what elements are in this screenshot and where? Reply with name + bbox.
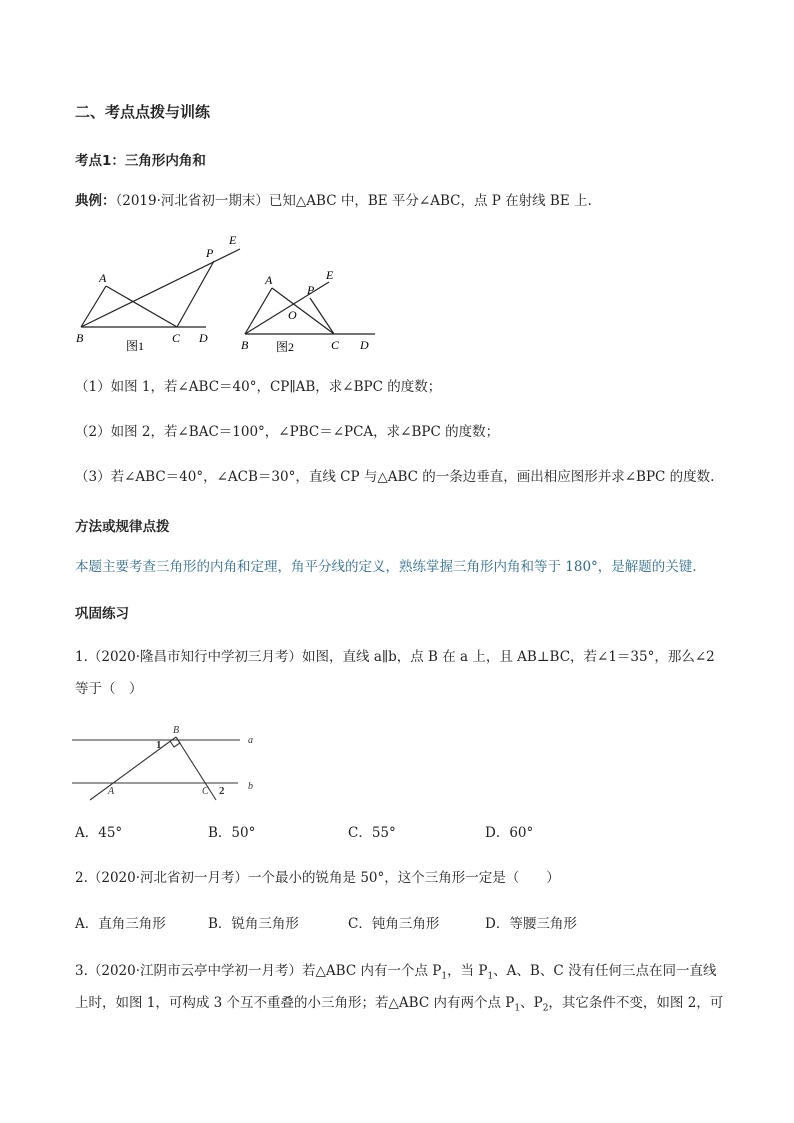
fig2-label-c: C <box>331 338 340 352</box>
fig1-label-c: C <box>172 331 181 345</box>
q3-text-1: 3.（2020·江阴市云亭中学初一月考）若△ABC 内有一个点 P <box>75 963 442 979</box>
figure-2 <box>238 262 383 354</box>
example-label: 典例： <box>75 193 116 209</box>
q1-figure <box>70 720 265 805</box>
fig2-label-a: A <box>265 273 273 287</box>
fig2-label-b: B <box>241 338 249 352</box>
q1-option-a: A．45° <box>75 825 123 841</box>
practice-q3-line2 <box>75 993 723 1019</box>
fig1-caption: 图1 <box>126 339 145 353</box>
q1-option-b: B．50° <box>208 825 256 841</box>
q2-option-a: A．直角三角形 <box>75 916 166 932</box>
q1-label-angle1: 1 <box>156 739 162 751</box>
example-text: （2019·河北省初一期末）已知△ABC 中，BE 平分∠ABC，点 P 在射线 BE 上. <box>115 193 592 209</box>
segment-bc <box>176 737 216 800</box>
segment-ab <box>90 737 176 800</box>
practice-title: 巩固练习 <box>75 606 129 622</box>
figure-1 <box>72 228 247 353</box>
fig1-label-a: A <box>99 271 107 285</box>
segment-ac <box>106 286 177 327</box>
q2-option-b: B．锐角三角形 <box>208 916 299 932</box>
q1-label-a-point: A <box>108 786 115 797</box>
q1-label-c-point: C <box>202 786 209 797</box>
segment-ab <box>245 288 272 334</box>
q3-line2-sub2: 2 <box>542 1003 549 1014</box>
q3-sub-2: 1 <box>487 971 494 982</box>
right-angle-mark <box>170 737 180 747</box>
q3-text-2: ，当 P <box>447 963 488 979</box>
section-title: 二、考点点拨与训练 <box>75 103 211 121</box>
q1-option-c: C．55° <box>348 825 396 841</box>
q1-label-b-point: B <box>173 725 180 736</box>
fig2-caption: 图2 <box>276 340 295 354</box>
q2-option-d: D．等腰三角形 <box>485 916 577 932</box>
question-3: （3）若∠ABC＝40°，∠ACB＝30°，直线 CP 与△ABC 的一条边垂直，画出相应图形并求∠BPC 的度数. <box>75 469 715 485</box>
segment-cp <box>310 298 334 334</box>
fig1-label-p: P <box>206 246 214 260</box>
q3-line2-sub1: 1 <box>514 1003 521 1014</box>
q1-label-line-b: b <box>248 781 253 792</box>
example-line <box>75 191 592 211</box>
q3-sub-1: 1 <box>441 971 448 982</box>
fig2-label-e: E <box>326 268 334 282</box>
fig2-label-d: D <box>360 338 369 352</box>
kaodian-title: 考点1：三角形内角和 <box>75 153 206 169</box>
q3-text-3: 、A、B、C 没有任何三点在同一直线 <box>493 963 717 979</box>
fig2-label-o: O <box>288 308 297 322</box>
fig2-label-p: P <box>307 283 315 297</box>
q2-option-c: C．钝角三角形 <box>348 916 440 932</box>
question-1: （1）如图 1，若∠ABC＝40°，CP∥AB，求∠BPC 的度数； <box>75 379 442 395</box>
practice-q2: 2.（2020·河北省初一月考）一个最小的锐角是 50°，这个三角形一定是（ ） <box>75 870 560 886</box>
method-title: 方法或规律点拨 <box>75 519 170 535</box>
q3-line2-c: ，其它条件不变，如图 2，可 <box>548 995 724 1011</box>
fig1-label-e: E <box>229 233 237 247</box>
q1-option-d: D．60° <box>485 825 534 841</box>
q3-line2-a: 上时，如图 1，可构成 3 个互不重叠的小三角形；若△ABC 内有两个点 P <box>75 995 515 1011</box>
practice-q3-line1 <box>75 961 716 987</box>
fig1-label-b: B <box>76 331 84 345</box>
practice-q1-line1: 1.（2020·隆昌市知行中学初三月考）如图，直线 a∥b，点 B 在 a 上，且 AB⊥BC，若∠1＝35°，那么∠2 <box>75 649 715 665</box>
question-2: （2）如图 2，若∠BAC＝100°，∠PBC＝∠PCA，求∠BPC 的度数； <box>75 424 500 440</box>
fig1-label-d: D <box>199 331 208 345</box>
q1-label-angle2: 2 <box>219 785 225 797</box>
q3-line2-b: 、P <box>520 995 543 1011</box>
practice-q1-line2: 等于（ ） <box>75 681 143 697</box>
q1-label-line-a: a <box>248 735 253 746</box>
method-text: 本题主要考查三角形的内角和定理，角平分线的定义，熟练掌握三角形内角和等于 180°，是解题的关键. <box>75 559 697 575</box>
